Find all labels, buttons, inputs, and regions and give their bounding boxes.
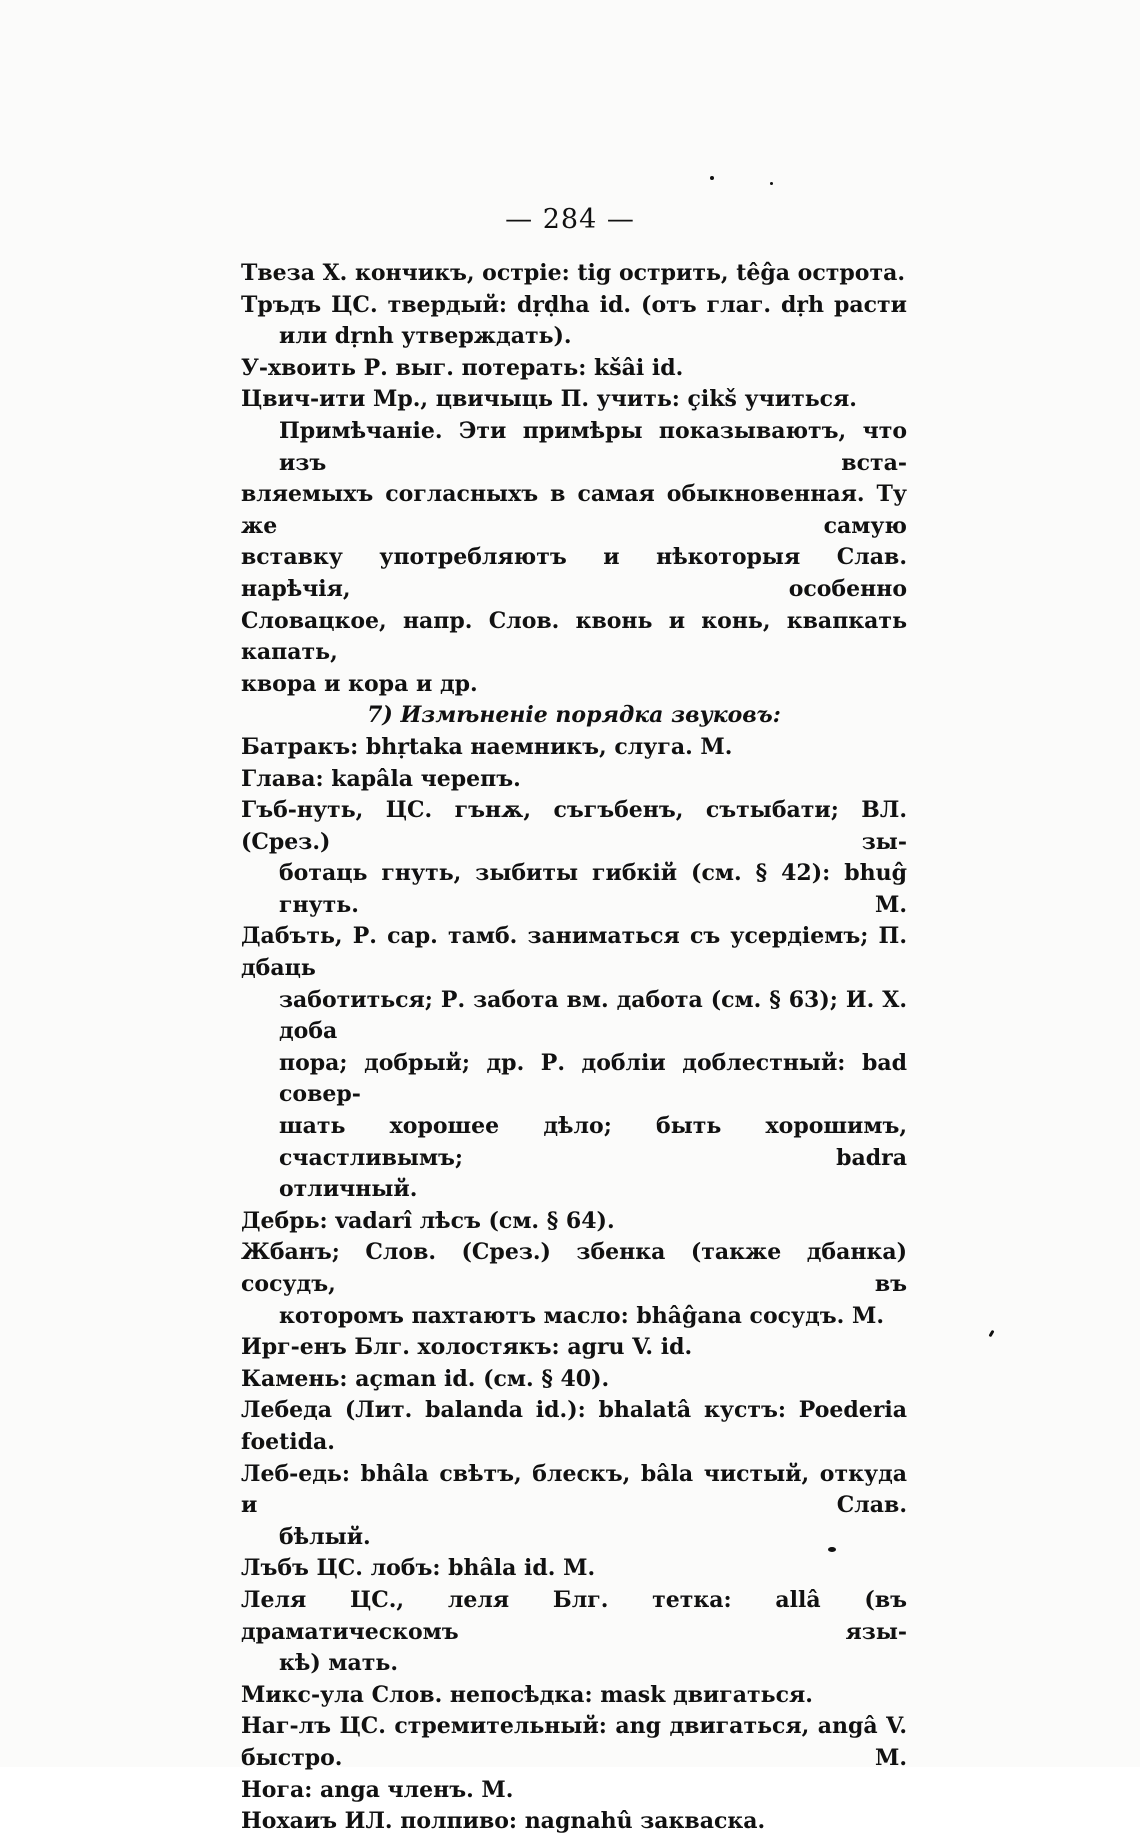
entry-line: Дабъть, Р. сар. тамб. заниматься съ усердіемъ; П. дбаць [241, 923, 907, 982]
entry-line: Леб-едь: bhâla свѣтъ, блескъ, bâla чистый, откуда и Слав. [241, 1460, 907, 1519]
ink-speck [988, 1330, 994, 1338]
entry-line: ботаць гнуть, зыбиты гибкій (см. § 42): bhuĝ гнуть. М. [279, 860, 907, 918]
entry-line: Нога: anga членъ. М. [241, 1776, 514, 1803]
entry-line: Твeзa Х. кончикъ, остріе: tig острить, têĝa острота. [241, 260, 905, 286]
entry-line: кѣ) мать. [279, 1650, 399, 1677]
dictionary-text [241, 258, 907, 1838]
note-line: Примѣчаніе. Эти примѣры показываютъ, что изъ вста- [279, 417, 907, 476]
entry-line: Ирг-енъ Блг. холостякъ: agru V. id. [241, 1334, 693, 1361]
entry-line: Глава: kapâla черепъ. [241, 765, 521, 792]
note-line: вляемыхъ согласныхъ в самая обыкновенная. Ту же самую [241, 481, 907, 539]
note-line: Словацкое, напр. Слов. квонь и конь, квапкать капать, [241, 607, 907, 666]
ink-speck [710, 176, 714, 180]
entry-line: Дебрь: vadarî лѣсъ (см. § 64). [241, 1207, 615, 1234]
entry-line: Микс-ула Слов. непосѣдка: mask двигаться. [241, 1681, 813, 1708]
entry-line: Лъбъ ЦС. лобъ: bhâla id. М. [241, 1555, 596, 1582]
note-line: квора и кора и др. [241, 670, 478, 697]
ink-speck [828, 1547, 836, 1552]
ink-speck [770, 182, 773, 185]
entry-line: или dṛnh утверждать). [279, 323, 572, 350]
entry-line: шать хорошее дѣло; быть хорошимъ, счастливымъ; badra [279, 1113, 907, 1171]
note-line: вставку употребляютъ и нѣкоторыя Слав. нарѣчія, особенно [241, 544, 907, 602]
entry-line: Тpъдъ ЦС. твердый: dṛḍha id. (отъ глаг. dṛh расти [241, 291, 907, 318]
entry-line: которомъ пахтаютъ масло: bhâĝana сосудъ. М. [279, 1302, 884, 1329]
section-heading: 7) Измѣненіе порядка звуковъ: [367, 702, 781, 729]
entry-line: заботиться; Р. забота вм. дабота (см. § 63); И. Х. доба [279, 986, 907, 1045]
entry-line: Камень: açman id. (см. § 40). [241, 1365, 610, 1392]
entry-line: Жбанъ; Слов. (Срез.) збенка (также дбанка) сосудъ, въ [241, 1239, 907, 1297]
entry-line: Лебеда (Лит. balanda id.): bhalatâ кустъ: Poederia foetida. [241, 1397, 907, 1455]
entry-line: Леля ЦС., леля Блг. тетка: allâ (въ драматическомъ язы- [241, 1586, 907, 1645]
entry-line: отличный. [279, 1176, 418, 1203]
entry-line: пора; добрый; др. Р. добліи доблестный: bad совер- [279, 1049, 907, 1108]
entry-line: У-хвоить Р. выг. потерать: kšâi id. [241, 354, 684, 381]
entry-line: Цвич-ити Мр., цвичыць П. учить: çikš учиться. [241, 386, 857, 413]
entry-line: Наг-лъ ЦС. стремительный: ang двигаться, angâ V. быстро. М. [241, 1713, 907, 1771]
entry-line: Гъб-нуть, ЦС. гънѫ, съгъбенъ, сътыбати; ВЛ.(Срез.) зы- [241, 797, 907, 855]
entry-line: Батракъ: bhṛtaka наемникъ, слуга. М. [241, 733, 733, 760]
entry-line: бѣлый. [279, 1523, 371, 1550]
entry-line: Нохаиъ ИЛ. полпиво: nagnahû закваска. [241, 1808, 766, 1835]
page-number: — 284 — [505, 204, 635, 235]
